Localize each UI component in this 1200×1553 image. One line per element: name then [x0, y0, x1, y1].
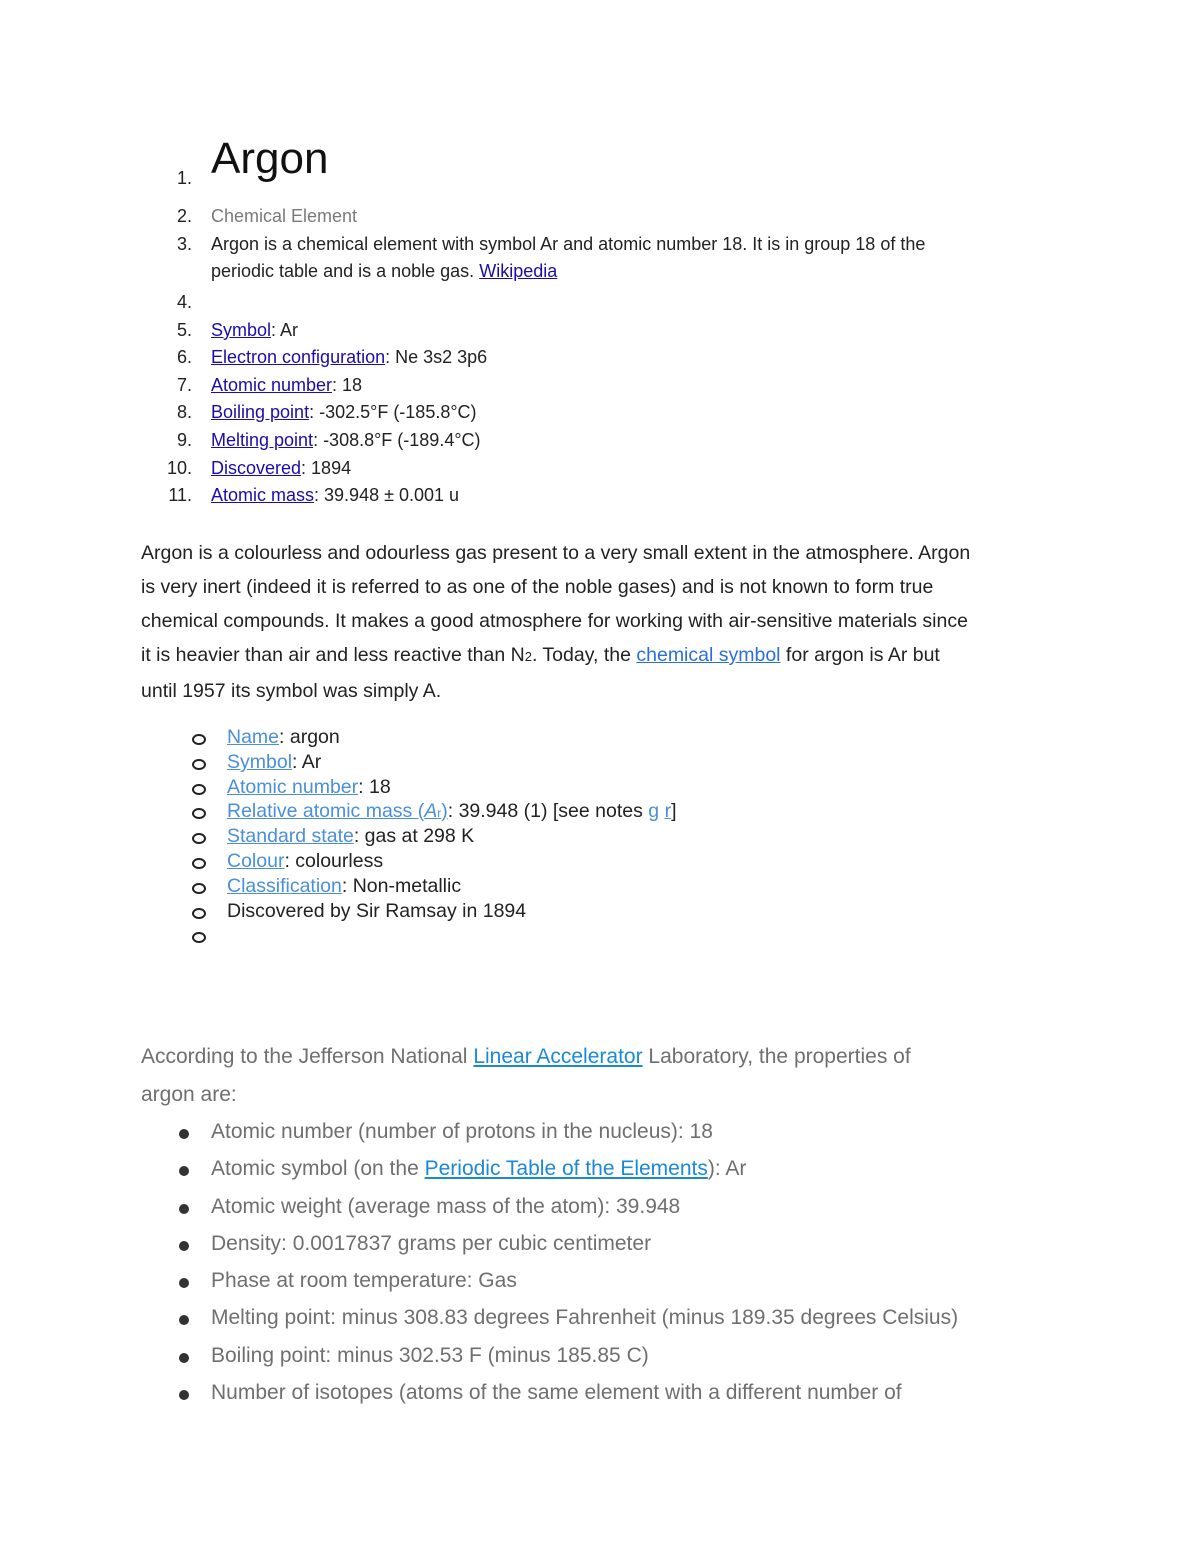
list-item [227, 726, 340, 749]
fact-link[interactable]: Atomic mass [211, 485, 315, 505]
property-item [211, 1157, 746, 1181]
list-number: 1. [176, 168, 192, 188]
item-link[interactable] [227, 800, 448, 822]
fact-link[interactable]: Boiling point [211, 402, 310, 422]
list-item: Discovered by Sir Ramsay in 1894 [227, 900, 527, 922]
list-item [227, 751, 321, 774]
link-subscript: r [437, 806, 442, 820]
fact-row [211, 482, 459, 509]
fact-value: : 39.948 ± 0.001 u [314, 485, 460, 505]
list-number: 4. [176, 292, 192, 312]
list-number: 9. [176, 430, 192, 450]
bullet-icon [179, 1315, 189, 1325]
circle-bullet-icon [192, 808, 206, 819]
paragraph-text: it is heavier than air and less reactive than N [141, 644, 525, 666]
link-italic: A [424, 800, 438, 822]
property-item: Number of isotopes (atoms of the same element with a different number of [211, 1381, 902, 1404]
list-number: 10. [166, 458, 192, 478]
list-item [227, 776, 391, 799]
bullet-icon [179, 1390, 189, 1400]
circle-bullet-icon [192, 734, 206, 745]
fact-row [211, 344, 487, 371]
fact-value: : Ne 3s2 3p6 [385, 347, 488, 367]
description-text: periodic table and is a noble gas. [211, 261, 475, 281]
paragraph-line: Argon is a colourless and odourless gas present to a very small extent in the atmosphere. Argon [141, 542, 971, 564]
bullet-icon [179, 1353, 189, 1363]
subtitle: Chemical Element [211, 206, 358, 226]
fact-row [211, 427, 481, 454]
bullet-icon [179, 1129, 189, 1139]
list-item [227, 800, 676, 823]
property-item: Atomic weight (average mass of the atom): 39.948 [211, 1195, 681, 1218]
list-number: 7. [176, 375, 192, 395]
circle-bullet-icon [192, 759, 206, 770]
item-value: : Non-metallic [341, 875, 462, 897]
list-item [227, 825, 474, 848]
list-item [227, 875, 461, 898]
page-title: Argon [211, 134, 329, 183]
fact-row [211, 317, 298, 344]
item-link[interactable]: Colour [227, 850, 285, 872]
circle-bullet-icon [192, 784, 206, 795]
property-item: Boiling point: minus 302.53 F (minus 185.85 C) [211, 1344, 649, 1367]
paragraph-line: until 1957 its symbol was simply A. [141, 680, 442, 702]
linear-accelerator-link[interactable]: Linear Accelerator [473, 1045, 643, 1068]
paragraph-line: chemical compounds. It makes a good atmosphere for working with air-sensitive materials since [141, 610, 968, 632]
property-text: Atomic symbol (on the [211, 1157, 425, 1180]
fact-link[interactable]: Atomic number [211, 375, 333, 395]
item-value: : 18 [358, 776, 391, 798]
circle-bullet-icon [192, 883, 206, 894]
intro-line [141, 1045, 911, 1069]
property-item: Melting point: minus 308.83 degrees Fahrenheit (minus 189.35 degrees Celsius) [211, 1306, 959, 1329]
paragraph-text: for argon is Ar but [780, 644, 940, 666]
circle-bullet-icon [192, 833, 206, 844]
fact-value: : Ar [271, 320, 299, 340]
paragraph-text: . Today, the [531, 644, 637, 666]
paragraph-line [141, 638, 1071, 674]
circle-bullet-icon [192, 858, 206, 869]
subscript: 2 [524, 649, 532, 664]
periodic-table-link[interactable]: Periodic Table of the Elements [424, 1157, 708, 1180]
item-link[interactable]: Symbol [227, 751, 293, 773]
intro-text: According to the Jefferson National [141, 1045, 474, 1068]
property-item: Atomic number (number of protons in the nucleus): 18 [211, 1120, 713, 1143]
wikipedia-link[interactable]: Wikipedia [479, 261, 558, 281]
item-value: : gas at 298 K [353, 825, 475, 847]
fact-link[interactable]: Symbol [211, 320, 272, 340]
item-link[interactable]: Name [227, 726, 280, 748]
property-item: Phase at room temperature: Gas [211, 1269, 517, 1292]
property-text: ): Ar [707, 1157, 747, 1180]
bullet-icon [179, 1204, 189, 1214]
fact-row [211, 399, 477, 426]
intro-line: argon are: [141, 1083, 237, 1106]
note-g-link[interactable]: g [648, 800, 660, 822]
intro-text: Laboratory, the properties of [642, 1045, 911, 1068]
item-value: : argon [279, 726, 340, 748]
fact-link[interactable]: Electron configuration [211, 347, 386, 367]
fact-value: : -308.8°F (-189.4°C) [313, 430, 481, 450]
fact-value: : -302.5°F (-185.8°C) [309, 402, 477, 422]
list-number: 6. [176, 347, 192, 367]
fact-value: : 18 [332, 375, 363, 395]
description-line: Argon is a chemical element with symbol Ar and atomic number 18. It is in group 18 of the [211, 234, 926, 254]
argon-paragraph [141, 536, 1071, 708]
fact-value: : 1894 [301, 458, 352, 478]
paragraph-line: is very inert (indeed it is referred to as one of the noble gases) and is not known to form true [141, 576, 934, 598]
list-number: 8. [176, 402, 192, 422]
item-value: : Ar [292, 751, 322, 773]
bullet-icon [179, 1166, 189, 1176]
link-text: ) [441, 800, 448, 822]
bullet-icon [179, 1278, 189, 1288]
note-r-link[interactable]: r [664, 800, 672, 822]
circle-bullet-icon [192, 932, 206, 943]
chemical-symbol-link[interactable]: chemical symbol [636, 644, 781, 666]
list-item [227, 850, 383, 873]
link-text: Relative atomic mass ( [227, 800, 425, 822]
list-number: 11. [168, 485, 192, 505]
fact-link[interactable]: Melting point [211, 430, 314, 450]
item-link[interactable]: Standard state [227, 825, 354, 847]
fact-row [211, 455, 351, 482]
bullet-icon [179, 1241, 189, 1251]
item-value: : 39.948 (1) [see notes [447, 800, 649, 822]
item-link[interactable]: Atomic number [227, 776, 359, 798]
list-number: 5. [176, 320, 192, 340]
fact-link[interactable]: Discovered [211, 458, 302, 478]
fact-row [211, 372, 362, 399]
description-line [211, 258, 557, 285]
list-number: 2. [176, 206, 192, 226]
circle-bullet-icon [192, 908, 206, 919]
list-number: 3. [176, 234, 192, 254]
item-value: ] [671, 800, 677, 822]
item-link[interactable]: Classification [227, 875, 342, 897]
property-item: Density: 0.0017837 grams per cubic centimeter [211, 1232, 652, 1255]
item-value: : colourless [284, 850, 384, 872]
